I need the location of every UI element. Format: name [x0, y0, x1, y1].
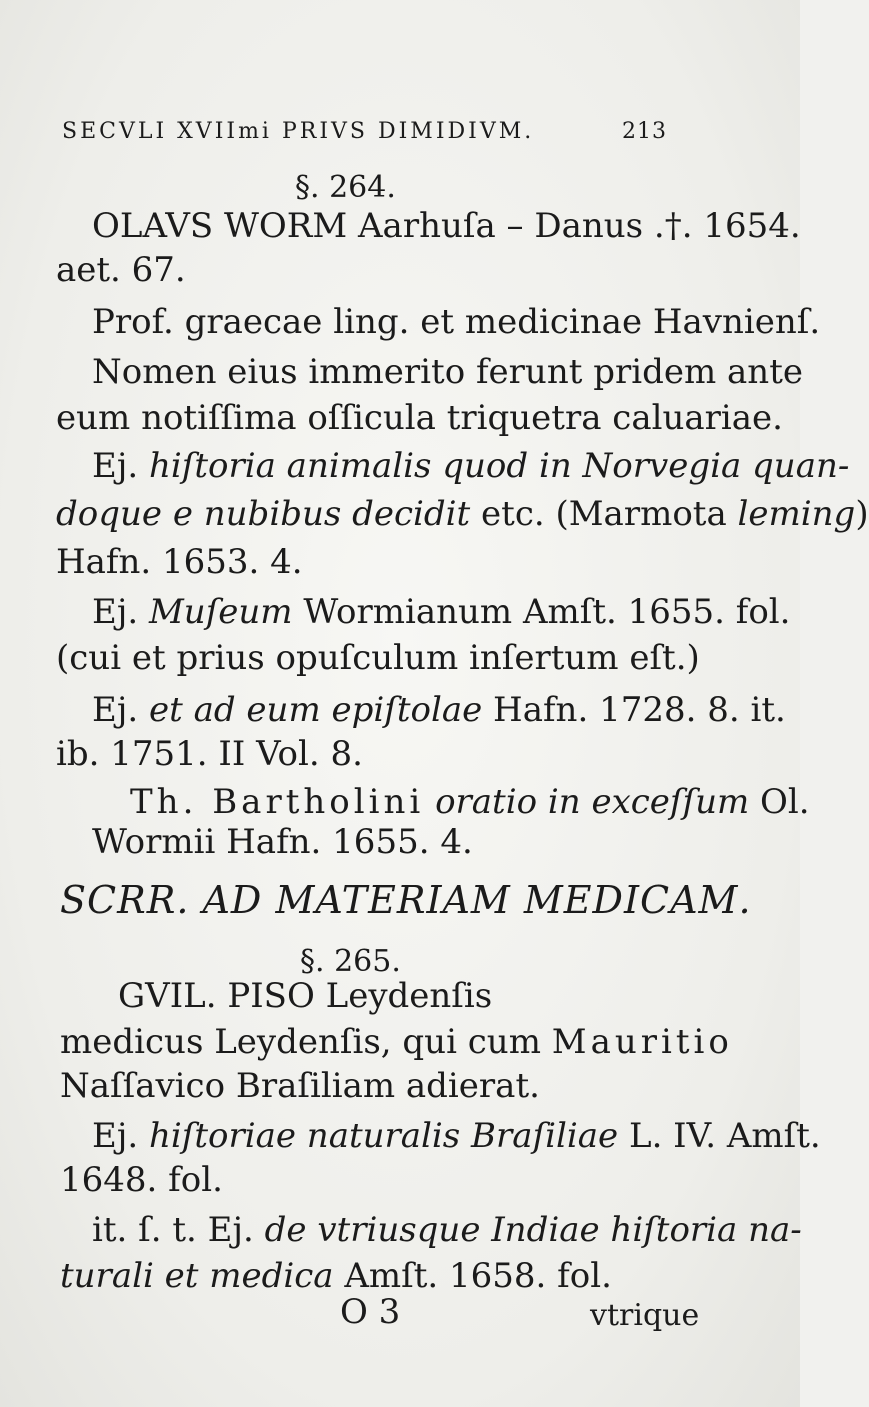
work-imprint: Hafn. 1653. 4.: [56, 542, 303, 582]
work-prefix: Ej.: [92, 1116, 139, 1156]
work-text: Ol.: [760, 782, 810, 822]
work-title: turali et medica: [60, 1256, 334, 1296]
entry-line: eum notiſſima oſſicula triquetra caluariae.: [56, 398, 783, 438]
entry-name: Mauritio: [551, 1022, 733, 1062]
work-entry: [60, 1256, 612, 1296]
entry-line: GVIL. PISO Leydenſis: [118, 976, 493, 1016]
entry-line: Naſſavico Braſiliam adierat.: [60, 1066, 540, 1106]
section-number-265: §. 265.: [300, 944, 401, 979]
running-title: SECVLI XVIImi PRIVS DIMIDIVM.: [62, 119, 535, 144]
work-imprint: Wormianum Amſt. 1655. fol.: [303, 592, 791, 632]
running-header: [62, 112, 667, 152]
page-number: 213: [622, 119, 667, 144]
entry-line: aet. 67.: [56, 250, 186, 290]
entry-line: Prof. graecae ling. et medicinae Havnienſ.: [92, 302, 821, 342]
work-entry: [92, 592, 790, 632]
work-note: (cui et prius opuſculum inſertum eſt.): [56, 638, 700, 678]
work-title: Muſeum: [148, 592, 293, 632]
work-note-italic: leming: [737, 494, 856, 534]
entry-text: medicus Leydenſis, qui cum: [60, 1022, 541, 1062]
work-title: de vtriusque Indiae hiſtoria na-: [264, 1210, 802, 1250]
entry-line: Nomen eius immerito ferunt pridem ante: [92, 352, 803, 392]
work-prefix: Ej.: [92, 446, 139, 486]
work-entry: [130, 782, 810, 822]
work-entry: [56, 494, 869, 534]
work-title: et ad eum epiſtolae: [148, 690, 483, 730]
signature-mark: O 3: [340, 1292, 401, 1332]
work-prefix: Ej.: [92, 690, 139, 730]
section-number-264: §. 264.: [295, 170, 396, 205]
work-imprint: Amſt. 1658. fol.: [344, 1256, 612, 1296]
work-prefix: Ej.: [92, 592, 139, 632]
entry-line: [60, 1022, 733, 1062]
work-title: doque e nubibus decidit: [56, 494, 471, 534]
work-entry: [92, 690, 786, 730]
work-entry: [92, 446, 849, 486]
work-title: hiſtoriae naturalis Braſiliae: [148, 1116, 619, 1156]
work-imprint: Hafn. 1728. 8. it.: [493, 690, 786, 730]
work-title: hiſtoria animalis quod in Norvegia quan-: [148, 446, 850, 486]
entry-line: OLAVS WORM Aarhuſa – Danus .†. 1654.: [92, 206, 801, 246]
work-prefix: it. ſ. t. Ej.: [92, 1210, 254, 1250]
work-note: etc. (Marmota: [481, 494, 727, 534]
work-title: oratio in exceſſum: [435, 782, 750, 822]
work-imprint: L. IV. Amſt.: [628, 1116, 821, 1156]
work-imprint: 1648. fol.: [60, 1160, 223, 1200]
author-name: Th. Bartholini: [130, 782, 425, 822]
work-note-close: ): [855, 494, 869, 534]
work-entry: [92, 1116, 821, 1156]
catchword: vtrique: [590, 1298, 700, 1333]
work-imprint: ib. 1751. II Vol. 8.: [56, 734, 363, 774]
section-heading: SCRR. AD MATERIAM MEDICAM.: [60, 878, 752, 922]
work-entry: [92, 1210, 802, 1250]
work-imprint: Wormii Hafn. 1655. 4.: [92, 822, 473, 862]
